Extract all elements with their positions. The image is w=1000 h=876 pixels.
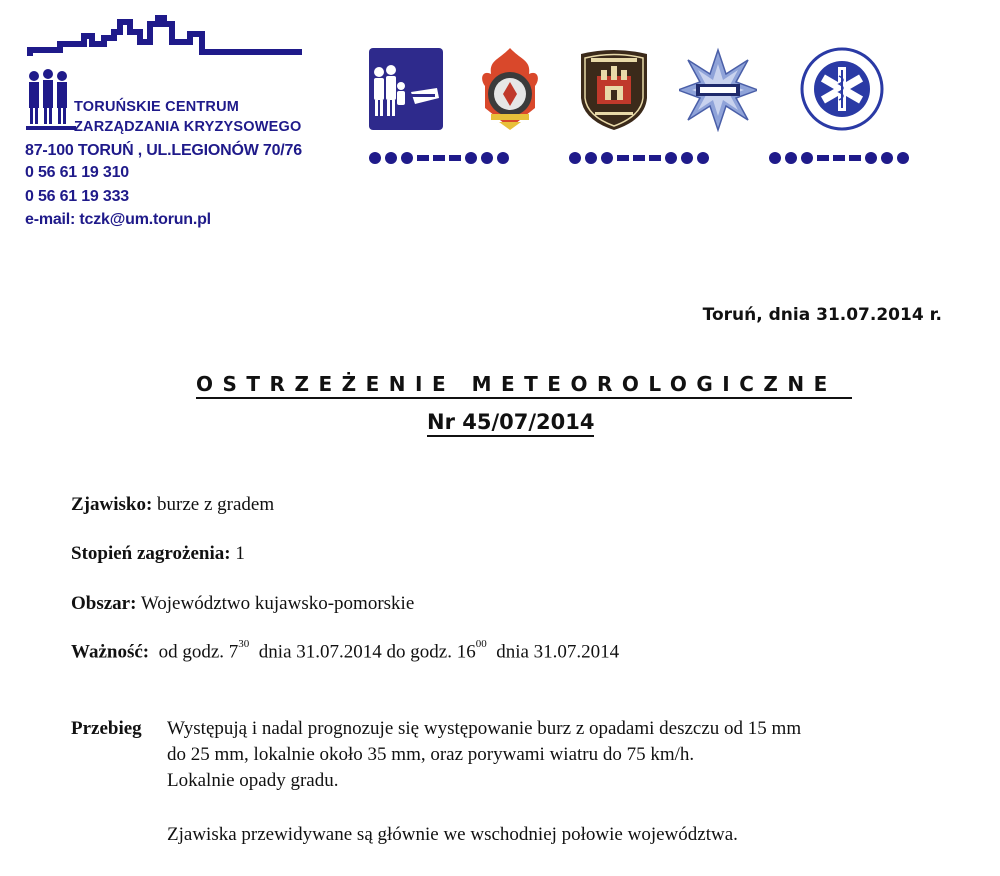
org-phone-2: 0 56 61 19 333 [25, 188, 129, 205]
decorative-dot-strip [769, 150, 909, 166]
course-text-line: Zjawiska przewidywane są głównie we wschodniej połowie województwa. [167, 824, 738, 845]
field-area-label: Obszar: [71, 593, 137, 614]
field-phenomenon [71, 494, 274, 516]
field-phenomenon-value: burze z gradem [157, 494, 275, 515]
course-text-line: Lokalnie opady gradu. [167, 770, 339, 791]
course-text-line: Występują i nadal prognozuje się występowanie burz z opadami deszczu od 15 mm [167, 718, 802, 739]
org-address: 87-100 TORUŃ , UL.LEGIONÓW 70/76 [25, 142, 302, 159]
field-validity-to-minutes: 00 [475, 638, 487, 650]
document-date: Toruń, dnia 31.07.2014 r. [702, 305, 942, 325]
field-area-value: Województwo kujawsko-pomorskie [140, 593, 415, 614]
field-validity-label: Ważność: [71, 641, 150, 663]
police-star-icon [679, 46, 757, 132]
municipal-guard-badge-icon [575, 46, 653, 132]
field-validity-from-date: dnia 31.07.2014 do godz. 16 [258, 641, 476, 663]
course-text-line: do 25 mm, lokalnie około 35 mm, oraz porywami wiatru do 75 km/h. [167, 744, 695, 765]
document-number: Nr 45/07/2014 [427, 410, 594, 437]
field-validity-from-minutes: 30 [238, 638, 250, 650]
fire-service-emblem-icon [471, 46, 549, 132]
tczk-logo [22, 14, 322, 136]
org-email: e-mail: tczk@um.torun.pl [25, 211, 211, 228]
document-title: OSTRZEŻENIE METEOROLOGICZNE [196, 372, 852, 399]
field-validity-from: od godz. 7 [158, 641, 239, 663]
org-name-line1: TORUŃSKIE CENTRUM [74, 99, 240, 115]
decorative-dot-strip [569, 150, 709, 166]
decorative-dot-strip [369, 150, 509, 166]
org-phone-1: 0 56 61 19 310 [25, 164, 129, 181]
field-phenomenon-label: Zjawisko: [71, 494, 153, 515]
field-threat-level-value: 1 [235, 543, 245, 564]
org-name-line2: ZARZĄDZANIA KRYZYSOWEGO [74, 119, 302, 135]
field-threat-level [71, 543, 245, 565]
ems-star-of-life-icon [797, 46, 887, 132]
field-validity-to-date: dnia 31.07.2014 [496, 641, 620, 663]
field-area [71, 593, 414, 615]
course-label: Przebieg [71, 718, 142, 739]
welfare-family-icon [367, 46, 445, 132]
field-validity [71, 638, 620, 663]
field-threat-level-label: Stopień zagrożenia: [71, 543, 231, 564]
